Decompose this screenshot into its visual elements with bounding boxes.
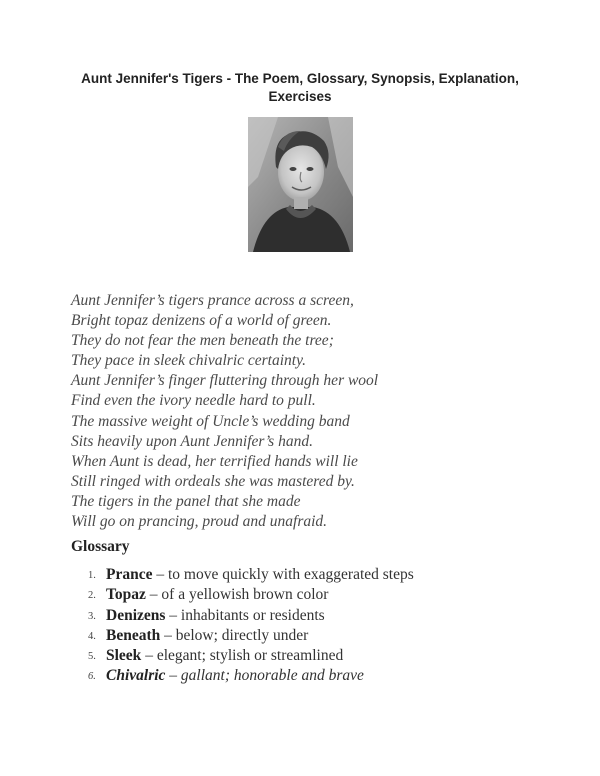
poem-line: Bright topaz denizens of a world of green. <box>71 312 332 330</box>
glossary-heading: Glossary <box>71 538 130 555</box>
author-portrait <box>248 117 353 252</box>
poem-line: Aunt Jennifer’s tigers prance across a screen, <box>71 292 354 309</box>
glossary-term: Denizens <box>106 606 166 624</box>
poem-line: Still ringed with ordeals she was mastered by. <box>71 472 355 490</box>
item-number: 1. <box>88 570 96 581</box>
glossary-item <box>88 565 538 585</box>
poem-line: They pace in sleek chivalric certainty. <box>71 352 306 370</box>
glossary-definition: – to move quickly with exaggerated steps <box>152 566 414 583</box>
glossary-item <box>88 646 538 666</box>
glossary-definition: – of a yellowish brown color <box>145 586 329 604</box>
item-number: 4. <box>88 630 96 642</box>
glossary-term: Chivalric <box>106 667 166 685</box>
glossary-term: Topaz <box>106 586 146 604</box>
poem-line: Aunt Jennifer’s finger fluttering through her wool <box>71 372 379 390</box>
item-number: 5. <box>88 651 96 663</box>
glossary-item <box>88 585 538 605</box>
poem-line: Sits heavily upon Aunt Jennifer’s hand. <box>71 432 313 450</box>
document-title: Aunt Jennifer's Tigers - The Poem, Glossary, Synopsis, Explanation, Exercises <box>81 71 519 104</box>
poem-line: When Aunt is dead, her terrified hands will lie <box>71 452 358 470</box>
poem-line: Will go on prancing, proud and unafraid. <box>71 513 328 531</box>
item-number: 2. <box>88 590 96 602</box>
glossary-definition: – gallant; honorable and brave <box>165 667 364 685</box>
glossary-definition: – inhabitants or residents <box>165 606 325 624</box>
poem-line: They do not fear the men beneath the tree; <box>71 332 334 350</box>
poem-line: Find even the ivory needle hard to pull. <box>71 392 316 410</box>
glossary-item <box>88 606 538 626</box>
glossary-list <box>88 565 538 687</box>
glossary-item <box>88 626 538 646</box>
glossary-term: Prance <box>106 566 153 583</box>
glossary-item <box>88 666 538 686</box>
item-number: 3. <box>88 610 96 622</box>
portrait-image <box>248 117 353 252</box>
glossary-term: Sleek <box>106 647 142 665</box>
glossary-definition: – elegant; stylish or streamlined <box>141 647 344 665</box>
glossary-term: Beneath <box>106 626 161 644</box>
glossary-definition: – below; directly under <box>160 626 309 644</box>
poem <box>71 291 541 532</box>
poem-line: The massive weight of Uncle’s wedding band <box>71 412 350 430</box>
item-number: 6. <box>88 671 96 683</box>
poem-line: The tigers in the panel that she made <box>71 492 301 510</box>
